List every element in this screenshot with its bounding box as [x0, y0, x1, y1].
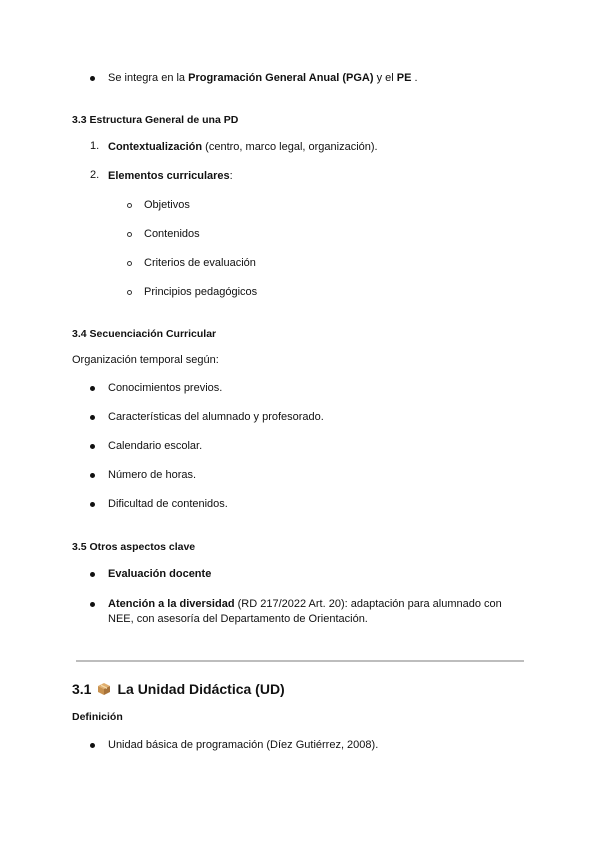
- list-number: 1.: [90, 140, 100, 152]
- sub-item: Criterios de evaluación: [144, 257, 256, 269]
- section-heading-3-1: [72, 681, 285, 697]
- list-item-pga: [108, 71, 418, 86]
- bullet: [90, 602, 95, 607]
- text: Se integra en la: [108, 72, 189, 84]
- text: .: [411, 72, 418, 84]
- text: (centro, marco legal, organización).: [202, 141, 378, 153]
- list-item: Número de horas.: [108, 469, 197, 481]
- bullet: [90, 572, 95, 577]
- heading-title: La Unidad Didáctica (UD): [117, 681, 285, 697]
- list-item: Dificultad de contenidos.: [108, 498, 228, 510]
- text: (RD 217/2022 Art. 20): adaptación para alumnado con: [234, 598, 502, 610]
- bold-text: Programación General Anual (PGA): [188, 72, 374, 84]
- sub-item: Contenidos: [144, 228, 200, 240]
- bold-text: Contextualización: [108, 141, 203, 153]
- list-item-diversidad: [108, 597, 528, 627]
- section-heading-3-3: 3.3 Estructura General de una PD: [72, 114, 239, 126]
- paragraph: Organización temporal según:: [72, 354, 219, 366]
- text: y el: [373, 72, 397, 84]
- horizontal-rule: [76, 660, 524, 662]
- list-item: Características del alumnado y profesorado.: [108, 411, 324, 423]
- text: NEE, con asesoría del Departamento de Orientación.: [108, 613, 368, 625]
- circle-bullet: [127, 261, 132, 266]
- bullet: [90, 386, 95, 391]
- section-heading-3-5: 3.5 Otros aspectos clave: [72, 541, 196, 553]
- section-heading-3-4: 3.4 Secuenciación Curricular: [72, 328, 217, 340]
- heading-number: 3.1: [72, 681, 92, 697]
- sub-item: Objetivos: [144, 199, 190, 211]
- bullet: [90, 444, 95, 449]
- circle-bullet: [127, 290, 132, 295]
- list-item-evaluacion: [108, 567, 211, 582]
- list-item-contextualizacion: [108, 140, 378, 155]
- list-item: Unidad básica de programación (Díez Gutiérrez, 2008).: [108, 739, 379, 751]
- bold-text: Elementos curriculares: [108, 170, 230, 182]
- list-item: Calendario escolar.: [108, 440, 203, 452]
- definition-heading: Definición: [72, 711, 123, 723]
- bold-text: Atención a la diversidad: [108, 598, 235, 610]
- bullet: [90, 415, 95, 420]
- list-item: Conocimientos previos.: [108, 382, 223, 394]
- bullet: [90, 76, 95, 81]
- bold-text: Evaluación docente: [108, 568, 212, 580]
- list-item-elementos: [108, 169, 233, 184]
- bullet: [90, 743, 95, 748]
- bullet: [90, 502, 95, 507]
- package-icon: [97, 682, 111, 696]
- sub-item: Principios pedagógicos: [144, 286, 258, 298]
- circle-bullet: [127, 232, 132, 237]
- text: :: [229, 170, 233, 182]
- bold-text: PE: [396, 72, 412, 84]
- circle-bullet: [127, 203, 132, 208]
- bullet: [90, 473, 95, 478]
- list-number: 2.: [90, 169, 100, 181]
